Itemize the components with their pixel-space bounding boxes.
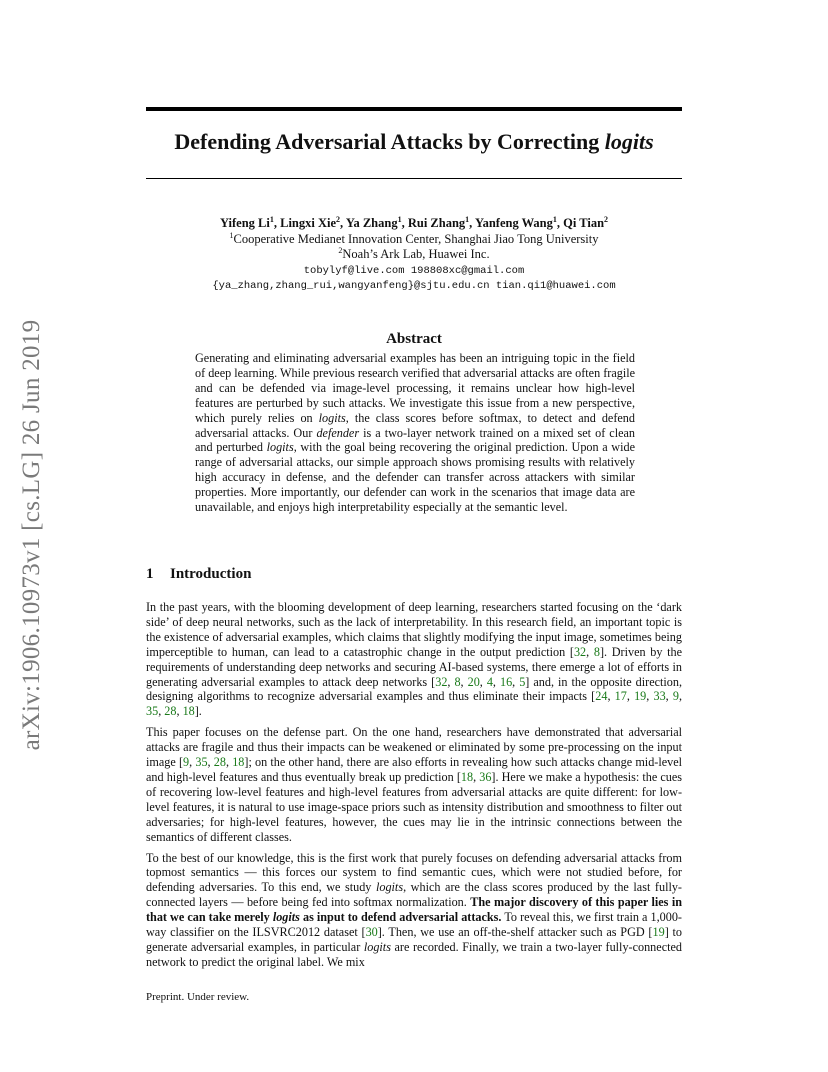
citation-link[interactable]: 16 — [499, 674, 513, 689]
citation-link[interactable]: 33 — [653, 689, 666, 704]
abstract-emphasis: defender — [316, 425, 360, 440]
emphasis-text: logits — [272, 910, 300, 925]
text-run: ] and, in the opposite direction, designing algorithms to recognize adversarial examples and thus eliminate their impacts [ — [146, 674, 683, 704]
affiliation-text: Cooperative Medianet Innovation Center, Shanghai Jiao Tong University — [233, 231, 599, 246]
title-rule-bottom — [146, 178, 682, 179]
text-run: , — [678, 689, 683, 704]
abstract-text: is a two-layer network trained on a mixed set of clean and perturbed — [195, 425, 636, 455]
text-run: ]. — [194, 704, 202, 719]
text-run: , — [646, 689, 654, 704]
text-run: In the past years, with the blooming development of deep learning, researchers started focusing on the ‘dark side’ of deep neural networks, such as the lack of interpretability. In this research field, an important topic is the existence of adversarial examples, which claims that slightly modifying the input image, sometimes being imperceptible to human, can lead to a catastrophic change in the output prediction [ — [146, 600, 682, 659]
paragraph — [146, 725, 682, 844]
affiliation-mark: 2 — [338, 245, 343, 255]
section-heading — [146, 566, 251, 583]
text-run: ]. Here we make a hypothesis: the cues of recovering low-level features and high-level features from adversarial attacks are quite different: for low-level features, it is natural to use image-space priors such as intensity distribution and smoothness to filter out adversaries; for high-level features, however, the cues may lie in the intrinsic connections between the semantics of different classes. — [146, 769, 682, 844]
bold-text: as input to defend adversarial attacks. — [299, 910, 502, 925]
text-run: , — [607, 689, 615, 704]
author-affiliation-mark: 1 — [397, 214, 402, 224]
citation-link[interactable]: 5 — [519, 674, 526, 689]
text-run: , — [479, 674, 487, 689]
paragraph — [146, 851, 682, 970]
citation-link[interactable]: 18 — [232, 755, 245, 770]
text-run: , — [512, 674, 520, 689]
citation-link[interactable]: 24 — [595, 689, 608, 704]
author-name: Lingxi Xie — [280, 216, 337, 230]
author-name: Yanfeng Wang — [474, 216, 553, 230]
citation-link[interactable]: 19 — [634, 689, 647, 704]
text-run: , — [225, 755, 233, 770]
text-run: ]. Driven by the requirements of understanding deep networks and securing AI-based systems, there emerge a lot of efforts in generating adversarial examples to attack deep networks [ — [146, 644, 682, 689]
text-run: , — [473, 769, 480, 784]
bold-text: The major discovery of this paper lies in that we can take merely — [146, 895, 683, 925]
abstract-emphasis: logits — [318, 410, 346, 425]
citation-link[interactable]: 32 — [435, 674, 448, 689]
citation-link[interactable]: 8 — [454, 674, 461, 689]
abstract-text: Generating and eliminating adversarial examples has been an intriguing topic in the field of deep learning. While previous research verified that adversarial attacks are often fragile and can be defended via image-level processing, it remains unclear how high-level features are perturbed by such attacks. We investigate this issue from a new perspective, which purely relies on — [195, 351, 636, 425]
text-run: , — [665, 689, 673, 704]
arxiv-side-identifier — [10, 300, 54, 770]
citation-link[interactable]: 8 — [593, 644, 600, 659]
text-run: , — [460, 674, 468, 689]
author-affiliation-mark: 2 — [604, 214, 609, 224]
text-run: This paper focuses on the defense part. On the one hand, researchers have demonstrated that adversarial attacks are fragile and thus their impacts can be weakened or eliminated by some pre-processing on the input image [ — [146, 725, 682, 770]
author-name: Ya Zhang — [345, 216, 398, 230]
paper-title — [146, 129, 682, 155]
emphasis-text: logits — [375, 880, 404, 895]
text-run: To reveal this, we first train a 1,000-way classifier on the ILSVRC2012 dataset [ — [146, 910, 682, 940]
affiliation-text: Noah’s Ark Lab, Huawei Inc. — [342, 247, 490, 261]
affiliation-line — [146, 247, 682, 263]
text-run: , — [189, 755, 196, 770]
abstract-body — [195, 351, 635, 515]
text-run: , — [447, 674, 455, 689]
text-run: are recorded. Finally, we train a two-layer fully-connected network to predict the original label. We mix — [146, 939, 682, 969]
citation-link[interactable]: 32 — [573, 644, 587, 659]
citation-link[interactable]: 35 — [195, 755, 208, 770]
citation-link[interactable]: 9 — [672, 689, 679, 704]
text-run: , — [176, 704, 183, 719]
text-run: ]. Then, we use an off-the-shelf attacker such as PGD [ — [377, 925, 653, 940]
abstract-heading: Abstract — [386, 331, 442, 347]
author-affiliation-mark: 1 — [269, 214, 274, 224]
citation-link[interactable]: 9 — [183, 755, 190, 770]
citation-link[interactable]: 30 — [365, 925, 378, 940]
author-affiliation-mark: 2 — [336, 214, 341, 224]
affiliation-line — [146, 232, 682, 248]
text-run: , — [207, 755, 214, 770]
author-block — [146, 216, 682, 295]
citation-link[interactable]: 18 — [460, 769, 474, 784]
text-run: , — [586, 644, 594, 659]
author-name: Qi Tian — [563, 216, 605, 230]
email-line-2: {ya_zhang,zhang_rui,wangyanfeng}@sjtu.edu.cn tian.qi1@huawei.com — [212, 280, 616, 292]
emphasis-text: logits — [363, 939, 391, 954]
paragraph — [146, 600, 682, 719]
abstract-emphasis: logits — [266, 440, 294, 455]
title-main: Defending Adversarial Attacks by Correcting — [174, 129, 605, 154]
citation-link[interactable]: 36 — [479, 769, 492, 784]
citation-link[interactable]: 28 — [213, 755, 226, 770]
author-affiliation-mark: 1 — [552, 214, 557, 224]
citation-link[interactable]: 35 — [146, 704, 159, 719]
introduction-body — [146, 600, 682, 976]
title-rule-top — [146, 107, 682, 111]
title-emphasis: logits — [604, 129, 654, 154]
author-name: Yifeng Li — [219, 216, 270, 230]
section-number: 1 — [146, 566, 154, 582]
text-run: To the best of our knowledge, this is the first work that purely focuses on defending adversarial attacks from topmost semantics — this forces our system to find semantic cues, which were not studied before, for defending adversaries. To this end, we study — [146, 850, 682, 895]
citation-link[interactable]: 20 — [467, 674, 480, 689]
email-line-1: tobylyf@live.com 198808xc@gmail.com — [303, 264, 525, 277]
bold-text — [273, 910, 300, 924]
citation-link[interactable]: 28 — [164, 704, 177, 719]
citation-link[interactable]: 18 — [182, 704, 195, 719]
text-run: , — [492, 674, 500, 689]
abstract-text: , the class scores before softmax, to detect and defend adversarial attacks. Our — [195, 410, 635, 440]
author-name: Rui Zhang — [407, 216, 466, 230]
affiliation-mark: 1 — [229, 230, 234, 240]
text-run: , — [626, 689, 635, 704]
arxiv-id-text: arXiv:1906.10973v1 [cs.LG] 26 Jun 2019 — [18, 319, 45, 751]
citation-link[interactable]: 19 — [652, 925, 665, 940]
text-run: , which are the class scores produced by the last fully-connected layers — before being fed into softmax normalization. — [146, 880, 682, 910]
author-list: Yifeng Li$^1$, Lingxi Xie$^2$, Ya Zhang$^1$, Rui Zhang$^1$, Yanfeng Wang$^1$, Qi Tian$^2$ — [219, 214, 609, 230]
text-run: ] to generate adversarial examples, in particular — [146, 925, 682, 954]
citation-link[interactable]: 17 — [614, 689, 627, 704]
citation-link[interactable]: 4 — [486, 674, 493, 689]
author-affiliation-mark: 1 — [465, 214, 470, 224]
footer-note: Preprint. Under review. — [146, 991, 250, 1003]
section-title: Introduction — [170, 566, 252, 582]
text-run: ]; on the other hand, there are also efforts in revealing how such attacks change mid-level and high-level features and thus eventually break up prediction [ — [146, 755, 683, 784]
abstract-text: , with the goal being recovering the original prediction. Upon a wide range of adversarial attacks, our simple approach shows promising results with relatively high accuracy in defense, and the defender can transfer across attackers with similar properties. More importantly, our defender can work in the scenarios that image data are unavailable, and enjoys high interpretability especially at the semantic level. — [195, 440, 635, 515]
text-run: , — [158, 704, 165, 719]
